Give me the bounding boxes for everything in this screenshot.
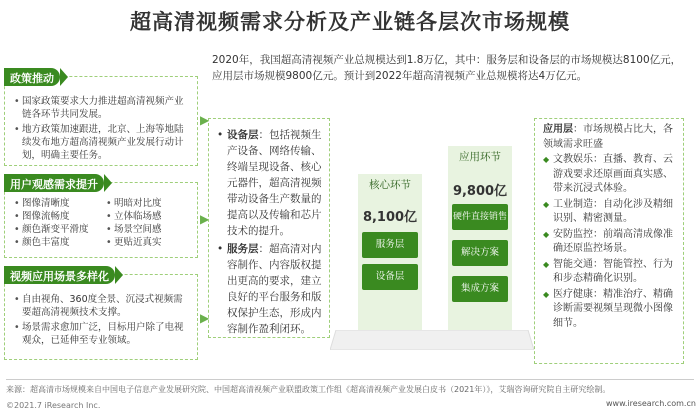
device-layer-desc: ：包括视频生产设备、网络传输、终端呈现设备、核心元器件，超高清视频带动设备生产数量的提高以及传输和芯片技术的提升。	[227, 129, 322, 237]
app-layer-label: 应用层	[543, 124, 573, 135]
experience-grid	[13, 197, 191, 249]
core-header: 核心环节	[358, 174, 422, 196]
app-layer-item: ◆ 医疗健康：精准治疗、精确诊断需要视频呈现微小图像细节。	[543, 288, 679, 332]
application-layer-box	[534, 118, 684, 364]
device-layer-label: 设备层	[227, 129, 259, 141]
app-tile-hardware: 硬件直接销售	[452, 204, 508, 230]
source-note: 来源：超高清市场规模来自中国电子信息产业发展研究院、中国超高清视频产业联盟政策工作组《超高清视频产业发展白皮书（2021年）》，艾瑞咨询研究院自主研究绘制。	[6, 385, 611, 394]
app-layer-item: ◆ 智能交通：智能管控、行为和步态精确化识别。	[543, 258, 679, 287]
scenario-item-2: • 场景需求愈加广泛，目标用户除了电视观众，已延伸至专业领域。	[13, 321, 191, 347]
policy-item-1: • 国家政策要求大力推进超高清视频产业链各环节共同发展。	[13, 95, 191, 121]
experience-item: • 图像流畅度	[13, 210, 99, 223]
policy-item-2: • 地方政策加速跟进，北京、上海等地陆续发布地方超高清视频产业发展行动计划，明确主要任务。	[13, 123, 191, 162]
service-layer-desc: ：超高清对内容制作、内容版权提出更高的要求，建立良好的平台服务和版权保护生态，形成内容制作盈利闭环。	[227, 243, 322, 335]
scenarios-box	[4, 274, 198, 360]
core-value: 8,100亿	[362, 210, 418, 225]
app-layer-item: ◆ 安防监控：前端高清成像准确还原监控场景。	[543, 228, 679, 257]
service-layer-label: 服务层	[227, 243, 259, 255]
service-layer-text	[217, 241, 323, 337]
app-layer-intro-text: ：市场规模占比大，各领域需求旺盛	[543, 124, 673, 150]
website[interactable]: www.iresearch.com.cn	[606, 399, 696, 408]
app-tile-integration: 集成方案	[452, 276, 508, 302]
app-header: 应用环节	[448, 146, 512, 168]
arrow-right-icon: ▶	[200, 311, 210, 325]
experience-item: • 颜色丰富度	[13, 236, 99, 249]
experience-item: • 图像清晰度	[13, 197, 99, 210]
scenario-item-1: • 自由视角、360度全景、沉浸式视频需要超高清视频技术支撑。	[13, 293, 191, 319]
base-platform	[330, 330, 534, 350]
experience-box	[4, 182, 198, 258]
experience-item: • 立体临场感	[105, 210, 191, 223]
footer-divider	[6, 379, 694, 380]
app-layer-item: ◆ 工业制造：自动化涉及精细识别、精密测量。	[543, 198, 679, 227]
page-title: 超高清视频需求分析及产业链各层次市场规模	[130, 10, 570, 34]
copyright: ©2021.7 iResearch Inc.	[6, 401, 101, 410]
layer-description-box	[208, 118, 330, 338]
experience-item: • 更贴近真实	[105, 236, 191, 249]
app-tile-solution: 解决方案	[452, 240, 508, 266]
app-value: 9,800亿	[452, 184, 508, 199]
experience-item: • 场景空间感	[105, 223, 191, 236]
app-layer-item: ◆ 文教娱乐：直播、教育、云游戏要求还原画面真实感、带来沉浸式体验。	[543, 153, 679, 197]
experience-item: • 颜色渐变平滑度	[13, 223, 99, 236]
experience-header: 用户观感需求提升	[4, 174, 104, 192]
arrow-right-icon: ▶	[200, 212, 210, 226]
policy-box	[4, 76, 198, 166]
core-tile-service: 服务层	[362, 232, 418, 258]
device-layer-text	[217, 127, 323, 239]
intro-paragraph: 2020年，我国超高清视频产业总规模达到1.8万亿，其中：服务层和设备层的市场规模达8100亿元，应用层市场规模9800亿元。预计到2022年超高清视频产业总规模将达4万亿元。	[212, 54, 682, 82]
policy-header: 政策推动	[4, 68, 60, 86]
experience-item: • 明暗对比度	[105, 197, 191, 210]
scenarios-header: 视频应用场景多样化	[4, 266, 115, 284]
app-layer-intro	[543, 123, 679, 152]
arrow-right-icon: ▶	[200, 113, 210, 127]
core-tile-device: 设备层	[362, 264, 418, 290]
